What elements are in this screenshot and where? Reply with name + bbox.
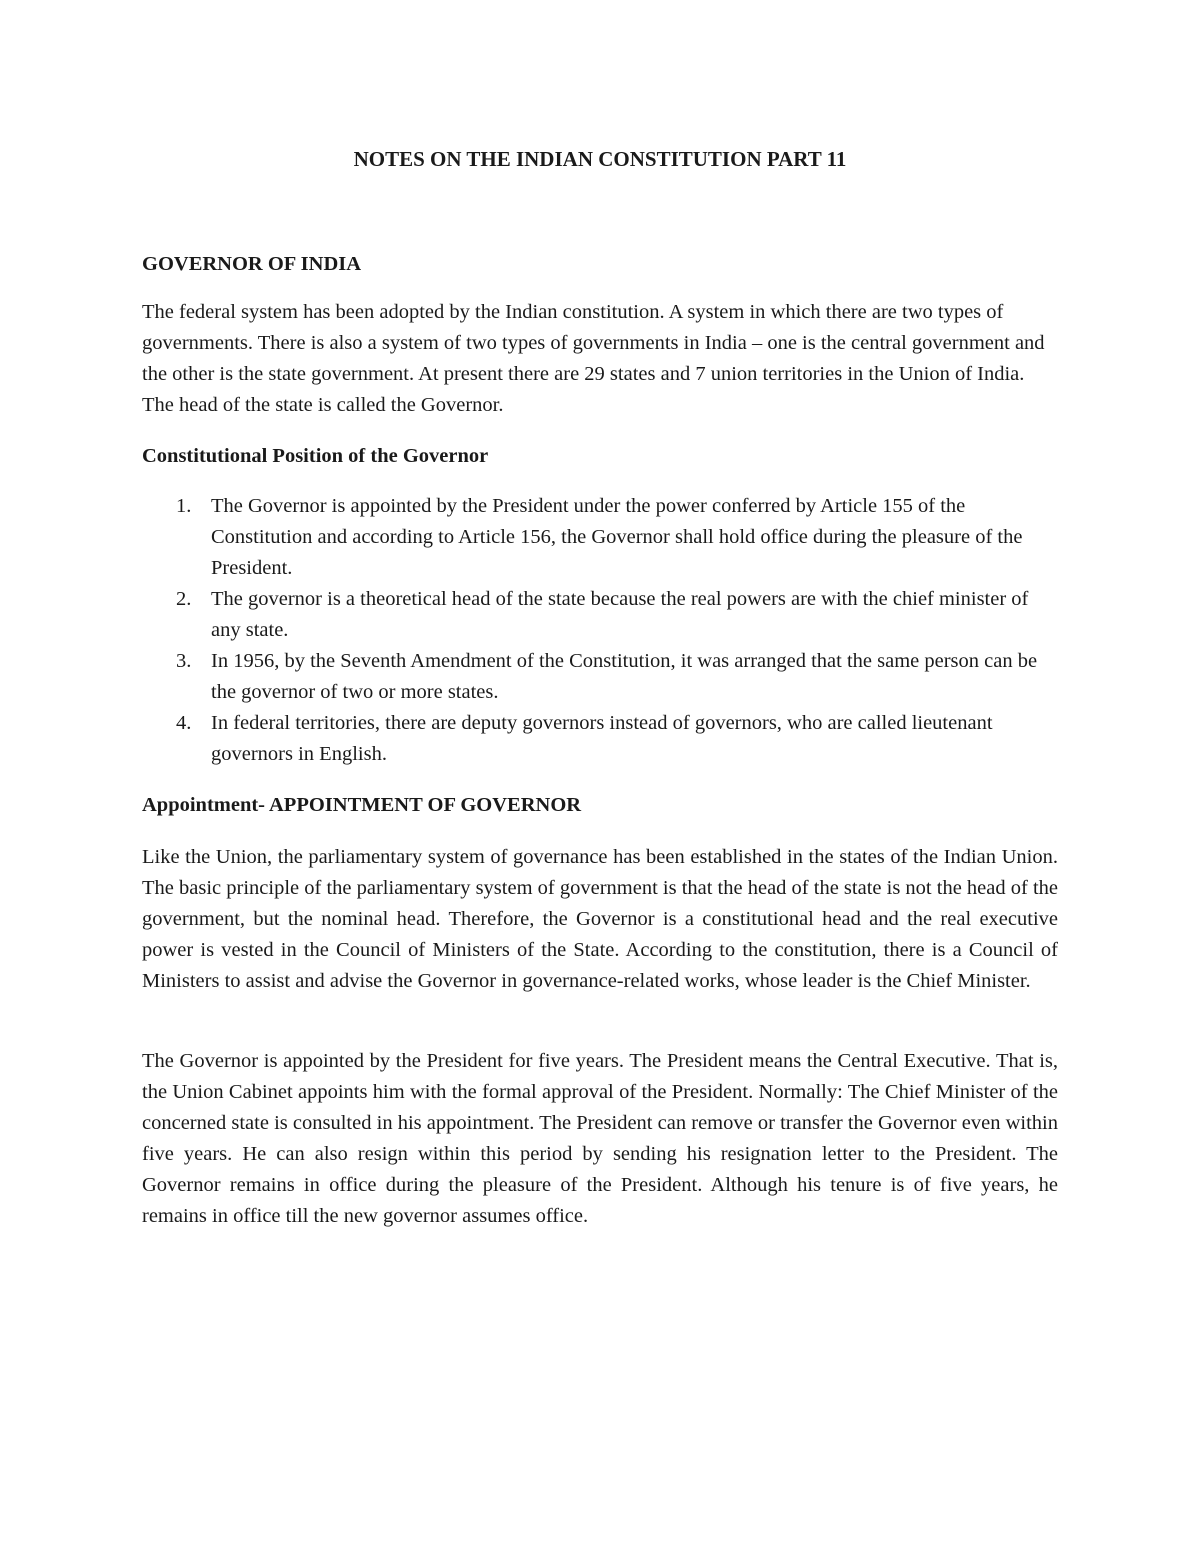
- list-item-text: In 1956, by the Seventh Amendment of the Constitution, it was arranged that the same person can be the governor of two or more states.: [211, 650, 1038, 703]
- appointment-paragraph-2: The Governor is appointed by the President for five years. The President means the Central Executive. That is, the Union Cabinet appoints him with the formal approval of the President. Normally: The Chief Minister of the concerned state is consulted in his appointment. The President can remove or transfer the Governor even within five years. He can also resign within this period by sending his resignation letter to the President. The Governor remains in office during the pleasure of the President. Although his tenure is of five years, he remains in office till the new governor assumes office.: [142, 1050, 1058, 1227]
- list-item-text: The governor is a theoretical head of the state because the real powers are with the chief minister of any state.: [211, 588, 1029, 641]
- list-item: [142, 584, 1058, 646]
- list-item-number: 1.: [176, 495, 192, 517]
- document-title: NOTES ON THE INDIAN CONSTITUTION PART 11: [353, 147, 847, 171]
- list-item: [142, 708, 1058, 770]
- list-item-text: In federal territories, there are deputy governors instead of governors, who are called lieutenant governors in English.: [211, 712, 993, 765]
- section-heading-governor-of-india: GOVERNOR OF INDIA: [142, 253, 362, 275]
- constitutional-position-list: [142, 491, 1058, 770]
- intro-paragraph: The federal system has been adopted by the Indian constitution. A system in which there are two types of governments. There is also a system of two types of governments in India – one is the central government and the other is the state government. At present there are 29 states and 7 union territories in the Union of India. The head of the state is called the Governor.: [142, 301, 1045, 416]
- list-item: [142, 491, 1058, 584]
- section-heading-constitutional-position: Constitutional Position of the Governor: [142, 445, 489, 467]
- appointment-paragraph-1: Like the Union, the parliamentary system of governance has been established in the states of the Indian Union. The basic principle of the parliamentary system of government is that the head of the state is not the head of the government, but the nominal head. Therefore, the Governor is a constitutional head and the real executive power is vested in the Council of Ministers of the State. According to the constitution, there is a Council of Ministers to assist and advise the Governor in governance-related works, whose leader is the Chief Minister.: [142, 846, 1058, 992]
- list-item-text: The Governor is appointed by the President under the power conferred by Article 155 of the Constitution and according to Article 156, the Governor shall hold office during the pleasure of the President.: [211, 495, 1023, 579]
- section-heading-appointment: Appointment- APPOINTMENT OF GOVERNOR: [142, 794, 582, 816]
- list-item-number: 2.: [176, 588, 192, 610]
- list-item-number: 4.: [176, 712, 192, 734]
- list-item: [142, 646, 1058, 708]
- list-item-number: 3.: [176, 650, 192, 672]
